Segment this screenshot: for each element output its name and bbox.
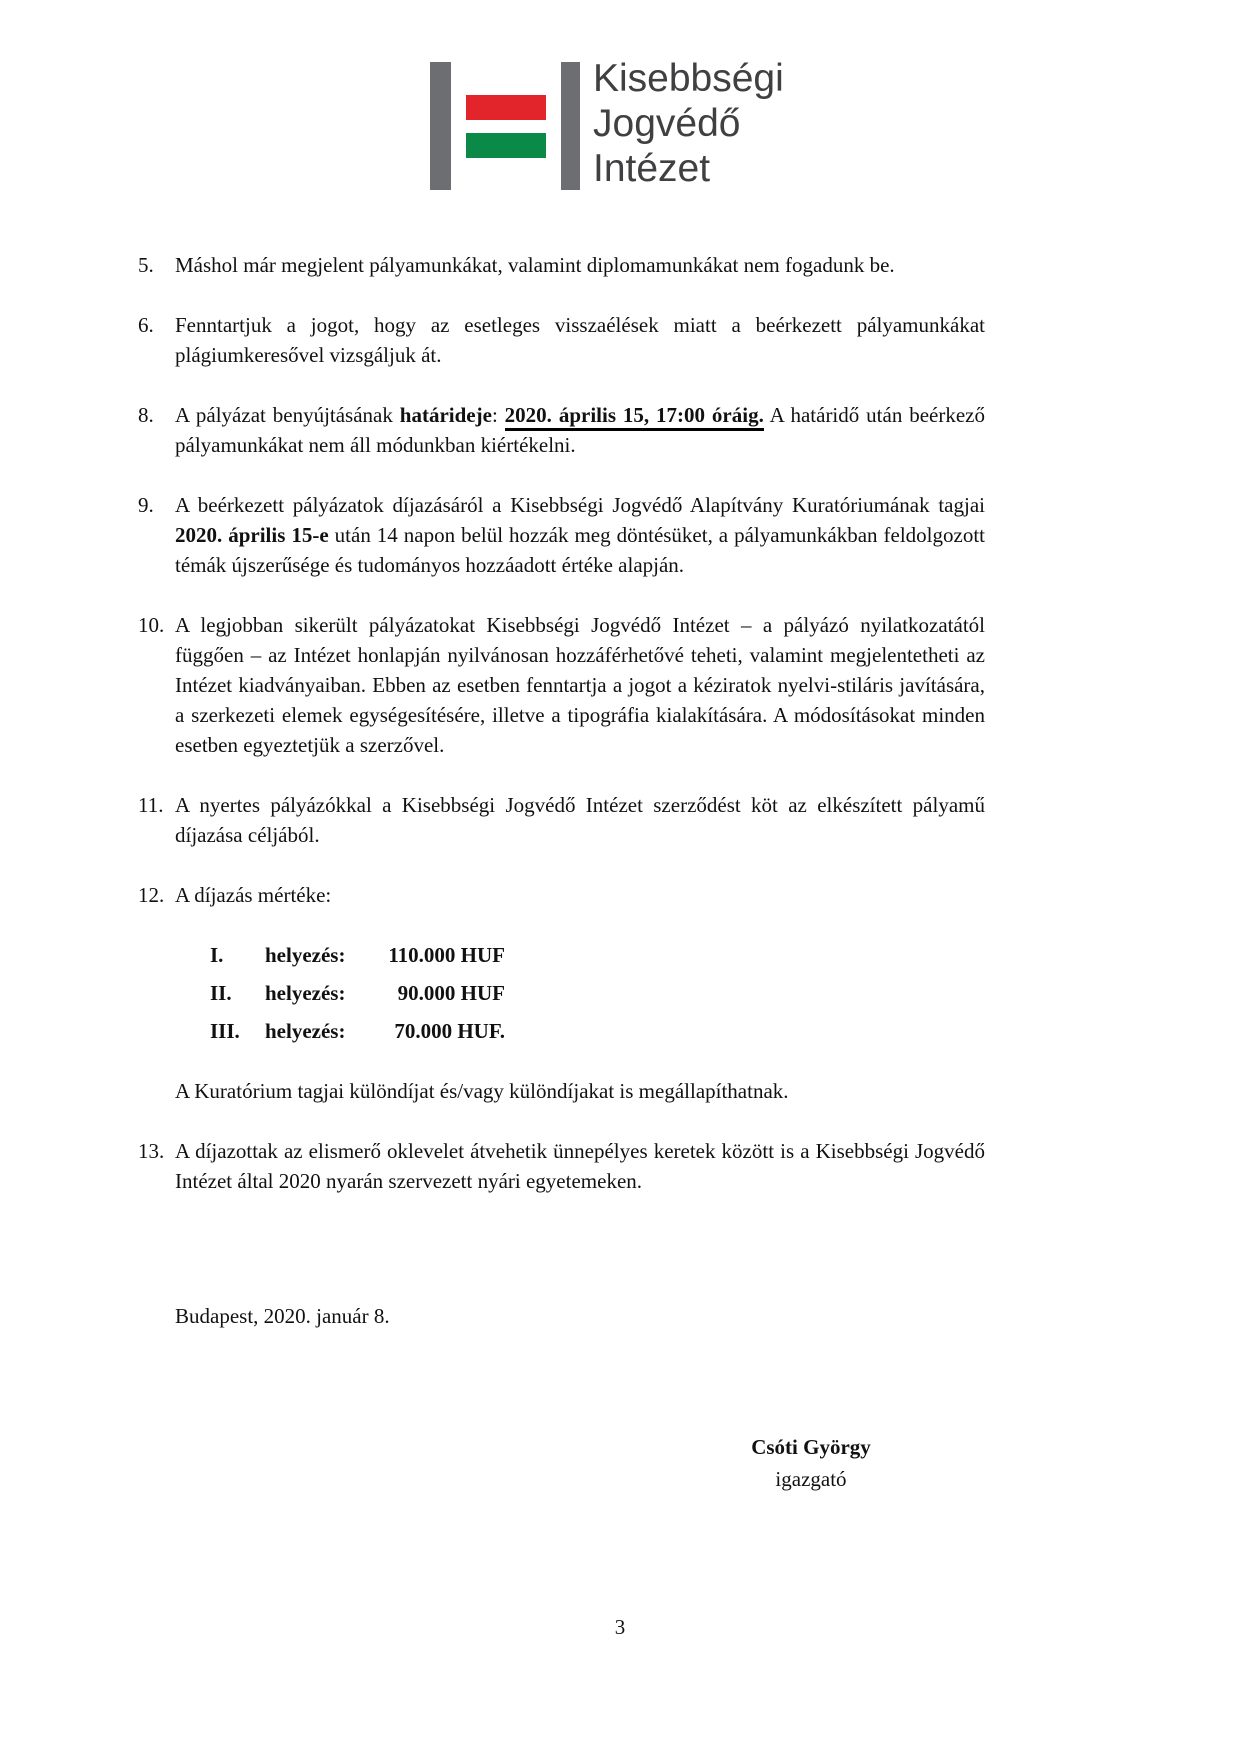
list-item-6 — [138, 310, 985, 370]
place-date-line: Budapest, 2020. január 8. — [175, 1304, 390, 1328]
prize-amount: 70.000 HUF. — [394, 1019, 505, 1043]
prize-rank: III. — [210, 1019, 240, 1043]
list-item-8-number: 8. — [138, 403, 154, 427]
logo-red-stripe — [466, 95, 546, 120]
list-item-5 — [138, 250, 985, 280]
prize-row-third — [210, 1012, 985, 1050]
item8-bold-label: határideje — [399, 403, 492, 427]
logo-flag-mark-icon — [430, 62, 580, 190]
list-item-10-text: A legjobban sikerült pályázatokat Kisebbségi Jogvédő Intézet – a pályázó nyilatkozatától függően – az Intézet honlapján nyilvánosan hozzáférhetővé teheti, valamint megjelentetheti az Intézet kiadványaiban. Ebben az esetben fenntartja a jogot a kéziratok nyelvi-stiláris javítására, a szerkezeti elemek egységesítésére, illetve a tipográfia kialakítására. A módosításokat minden esetben egyeztetjük a szerzővel. — [175, 613, 985, 757]
list-item-8-text — [175, 400, 985, 460]
logo-right-bar — [561, 62, 580, 190]
list-item-9-number: 9. — [138, 493, 154, 517]
list-item-8 — [138, 400, 985, 460]
page-number: 3 — [614, 1615, 626, 1639]
list-item-9-text — [175, 490, 985, 580]
prize-label: helyezés: — [265, 943, 346, 967]
prize-amount: 90.000 HUF — [397, 981, 505, 1005]
institute-logo — [430, 57, 985, 192]
logo-wordmark-line1: Kisebbségi — [593, 57, 784, 100]
item8-deadline: 2020. április 15, 17:00 óráig. — [505, 403, 764, 431]
list-item-9 — [138, 490, 985, 580]
item8-suffix: A határidő után beérkező pályamunkákat nem áll módunkban kiértékelni. — [175, 403, 985, 457]
list-item-10-number: 10. — [138, 613, 165, 637]
prize-label: helyezés: — [265, 981, 346, 1005]
logo-wordmark-line2: Jogvédő — [593, 102, 741, 145]
special-prize-note: A Kuratórium tagjai különdíjat és/vagy különdíjakat is megállapíthatnak. — [175, 1079, 789, 1103]
list-item-11-number: 11. — [138, 793, 164, 817]
list-item-12 — [138, 880, 985, 910]
list-item-12-text: A díjazás mértéke: — [175, 883, 332, 907]
list-item-13-text: A díjazottak az elismerő oklevelet átvehetik ünnepélyes keretek között is a Kisebbségi Jogvédő Intézet által 2020 nyarán szervezett nyári egyetemeken. — [175, 1139, 985, 1193]
prize-rank: II. — [210, 981, 232, 1005]
signatory-name: Csóti György — [751, 1435, 871, 1459]
signatory-title: igazgató — [775, 1467, 847, 1491]
signature-block — [666, 1431, 956, 1495]
item9-bold-date: 2020. április 15-e — [175, 523, 329, 547]
list-item-12-number: 12. — [138, 883, 165, 907]
list-item-6-number: 6. — [138, 313, 154, 337]
prize-row-second — [210, 974, 985, 1012]
item8-colon: : — [491, 403, 505, 427]
prize-list — [210, 936, 985, 1050]
list-item-13 — [138, 1136, 985, 1196]
logo-wordmark-line3: Intézet — [593, 147, 711, 190]
list-item-5-text: Máshol már megjelent pályamunkákat, valamint diplomamunkákat nem fogadunk be. — [175, 253, 895, 277]
logo-green-stripe — [466, 133, 546, 158]
list-item-11-text: A nyertes pályázókkal a Kisebbségi Jogvédő Intézet szerződést köt az elkészített pályamű díjazása céljából. — [175, 793, 985, 847]
prize-label: helyezés: — [265, 1019, 346, 1043]
list-item-5-number: 5. — [138, 253, 154, 277]
prize-rank: I. — [210, 943, 224, 967]
list-item-6-text: Fenntartjuk a jogot, hogy az esetleges visszaélések miatt a beérkezett pályamunkákat plágiumkeresővel vizsgáljuk át. — [175, 313, 985, 367]
prize-row-first — [210, 936, 985, 974]
list-item-11 — [138, 790, 985, 850]
item9-suffix: után 14 napon belül hozzák meg döntésüket, a pályamunkákban feldolgozott témák újszerűsége és tudományos hozzáadott értéke alapján. — [175, 523, 986, 577]
list-item-13-number: 13. — [138, 1139, 165, 1163]
logo-left-bar — [430, 62, 451, 190]
item8-prefix: A pályázat benyújtásának — [175, 403, 400, 427]
prize-amount: 110.000 HUF — [388, 943, 505, 967]
logo-wordmark — [593, 56, 784, 191]
item9-prefix: A beérkezett pályázatok díjazásáról a Kisebbségi Jogvédő Alapítvány Kuratóriumának tagjai — [175, 493, 985, 517]
list-item-10 — [138, 610, 985, 760]
